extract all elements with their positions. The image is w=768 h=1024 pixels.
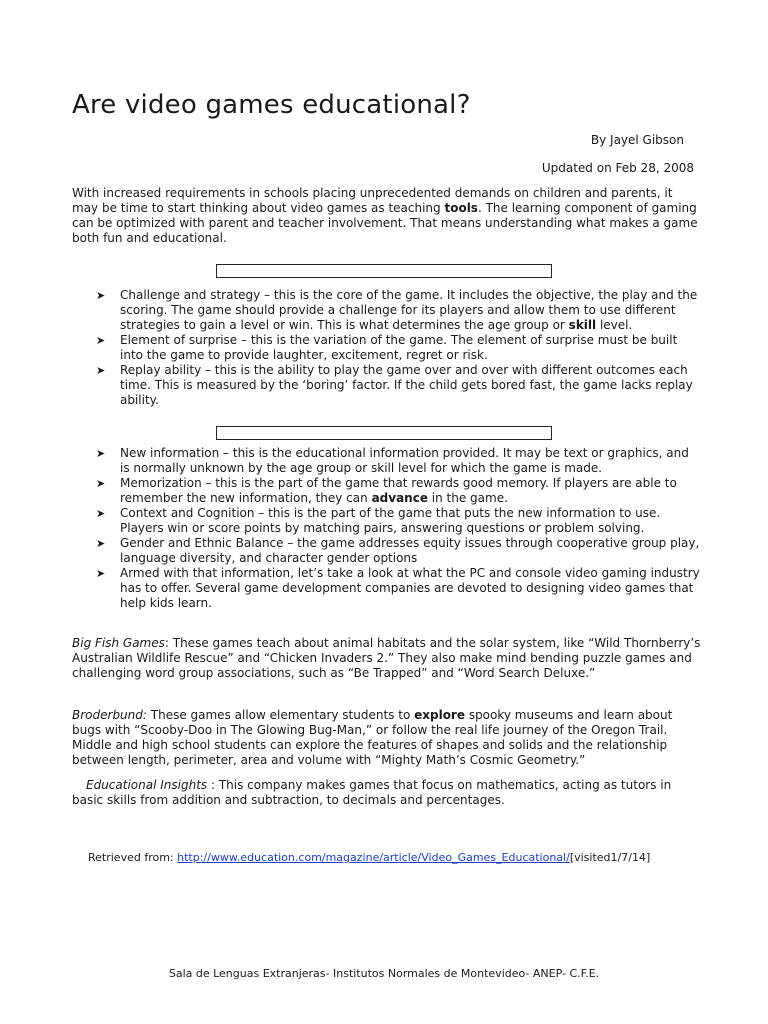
empty-heading-box	[216, 264, 552, 278]
arrow-bullet-icon: ➤	[96, 567, 106, 580]
arrow-bullet-icon: ➤	[96, 364, 106, 377]
empty-heading-box	[216, 426, 552, 440]
company-name: Big Fish Games	[72, 636, 165, 650]
list-item: ➤ Memorization – this is the part of the game that rewards good memory. If players are able to remember the new information, they can advance in the game.	[96, 476, 677, 505]
arrow-bullet-icon: ➤	[96, 507, 106, 520]
company-name: Educational Insights	[86, 778, 208, 792]
list-item: ➤ New information – this is the educational information provided. It may be text or graphics, and is normally unknown by the age group or skill level for which the game is made.	[96, 446, 689, 475]
bigfish-paragraph: Big Fish Games: These games teach about animal habitats and the solar system, like “Wild Thornberry’s Australian Wildlife Rescue” and “Chicken Invaders 2.” They also make mind bending puzzle games and challenging word group associations, such as “Be Trapped” and “Word Search Deluxe.”	[72, 636, 701, 680]
list-item: ➤ Context and Cognition – this is the part of the game that puts the new information to use. Players win or score points by matching pairs, answering questions or problem solving.	[96, 506, 661, 535]
bold-tools: tools	[444, 201, 478, 215]
educational-features-list	[96, 446, 700, 611]
broderbund-paragraph: Broderbund: These games allow elementary students to explore spooky museums and learn about bugs with “Scooby-Doo in The Glowing Bug-Man,” or follow the real life journey of the Oregon Trail. Middle and high school students can explore the features of shapes and solids and the relationship between length, perimeter, area and volume with “Mighty Math’s Cosmic Geometry.”	[72, 708, 673, 767]
arrow-bullet-icon: ➤	[96, 447, 106, 460]
updated-date: Updated on Feb 28, 2008	[541, 161, 694, 175]
arrow-bullet-icon: ➤	[96, 289, 106, 302]
list-item: ➤ Replay ability – this is the ability to play the game over and over with different outcomes each time. This is measured by the ‘boring’ factor. If the child gets bored fast, the game lacks replay ability.	[96, 363, 693, 407]
arrow-bullet-icon: ➤	[96, 334, 106, 347]
arrow-bullet-icon: ➤	[96, 477, 106, 490]
list-item: ➤ Gender and Ethnic Balance – the game addresses equity issues through cooperative group play, language diversity, and character gender options	[96, 536, 700, 565]
list-item: ➤ Armed with that information, let’s take a look at what the PC and console video gaming industry has to offer. Several game development companies are devoted to designing video games that help kids learn.	[96, 566, 700, 610]
insights-paragraph: Educational Insights : This company makes games that focus on mathematics, acting as tutors in basic skills from addition and subtraction, to decimals and percentages.	[72, 778, 672, 807]
page-footer: Sala de Lenguas Extranjeras- Institutos Normales de Montevideo- ANEP- C.F.E.	[168, 967, 600, 980]
company-name: Broderbund:	[72, 708, 147, 722]
source-link[interactable]: http://www.education.com/magazine/article/Video_Games_Educational/	[177, 851, 570, 864]
intro-paragraph: With increased requirements in schools placing unprecedented demands on children and parents, it may be time to start thinking about video games as teaching tools. The learning component of gaming can be optimized with parent and teacher involvement. That means understanding what makes a game both fun and educational.	[72, 186, 698, 245]
list-item: ➤ Element of surprise – this is the variation of the game. The element of surprise must be built into the game to provide laughter, excitement, regret or risk.	[96, 333, 678, 362]
list-item: ➤ Challenge and strategy – this is the core of the game. It includes the objective, the play and the scoring. The game should provide a challenge for its players and allow them to use different strategies to gain a level or win. This is what determines the age group or skill level.	[96, 288, 698, 332]
author-byline: By Jayel Gibson	[590, 133, 684, 147]
page-title: Are video games educational?	[72, 90, 471, 120]
source-citation: Retrieved from: http://www.education.com/magazine/article/Video_Games_Educational/[visited1/7/14]	[88, 851, 651, 864]
fun-features-list	[96, 288, 700, 408]
arrow-bullet-icon: ➤	[96, 537, 106, 550]
